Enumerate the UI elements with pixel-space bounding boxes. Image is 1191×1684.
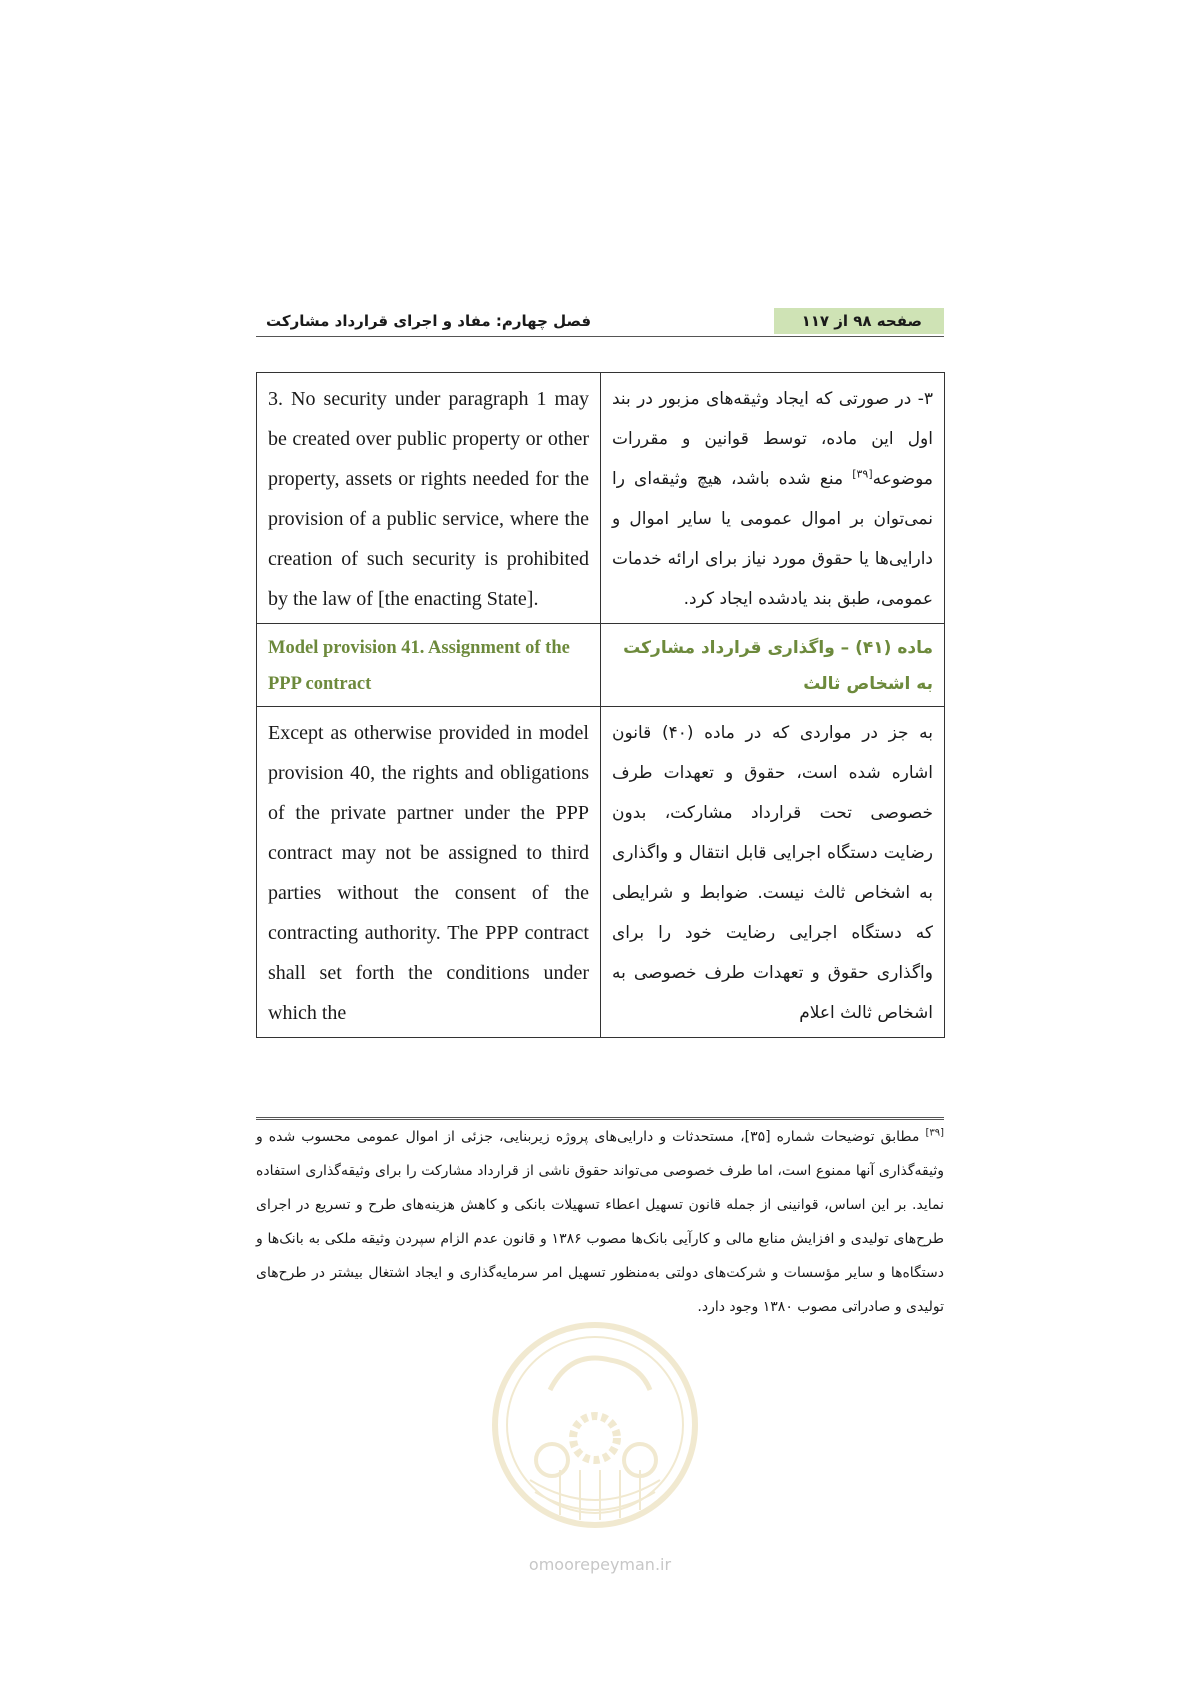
page-header: [256, 306, 944, 337]
english-cell: 3. No security under paragraph 1 may be created over public property or other property, assets or rights needed for the provision of a public service, where the creation of such security is prohibited by the law of [the enacting State].: [257, 373, 601, 624]
bilingual-table: [256, 372, 945, 1038]
footnote: [256, 1120, 944, 1324]
persian-text: منع شده باشد، هیچ وثیقه‌ای را نمی‌توان بر اموال عمومی یا سایر اموال و دارایی‌ها یا حقوق مورد نیاز برای ارائه خدمات عمومی، طبق بند یادشده ایجاد کرد.: [612, 469, 933, 609]
table-row: [257, 373, 945, 624]
table-row: [257, 707, 945, 1038]
english-cell: Except as otherwise provided in model provision 40, the rights and obligations of the private partner under the PPP contract may not be assigned to third parties without the consent of the contracting authority. The PPP contract shall set forth the conditions under which the: [257, 707, 601, 1038]
persian-cell: [601, 373, 945, 624]
chapter-title: فصل چهارم: مفاد و اجرای قرارداد مشارکت: [266, 312, 592, 330]
footnote-reference[interactable]: [۳۹]: [852, 467, 873, 481]
footnote-marker: [۳۹]: [925, 1127, 944, 1139]
persian-text: ۳- در صورتی که ایجاد وثیقه‌های مزبور در بند اول این ماده، توسط قوانین و مقررات موضوعه: [612, 389, 933, 489]
watermark-logo-icon: [490, 1320, 700, 1530]
english-heading: Model provision 41. Assignment of the PPP contract: [257, 624, 601, 707]
persian-heading: ماده (۴۱) – واگذاری قرارداد مشارکت به اشخاص ثالث: [601, 624, 945, 707]
page-number: صفحه ۹۸ از ۱۱۷: [774, 308, 944, 334]
persian-cell: به جز در مواردی که در ماده (۴۰) قانون اشاره شده است، حقوق و تعهدات طرف خصوصی تحت قرارداد مشارکت، بدون رضایت دستگاه اجرایی قابل انتقال و واگذاری به اشخاص ثالث نیست. ضوابط و شرایطی که دستگاه اجرایی رضایت خود را برای واگذاری حقوق و تعهدات طرف خصوصی به اشخاص ثالث اعلام: [601, 707, 945, 1038]
watermark-url: omoorepeyman.ir: [528, 1555, 672, 1574]
footnote-text: مطابق توضیحات شماره [۳۵]، مستحدثات و دارایی‌های پروژه زیربنایی، جزئی از اموال عمومی محسوب شده و وثیقه‌گذاری آنها ممنوع است، اما طرف خصوصی می‌تواند حقوق ناشی از قرارداد مشارکت را برای وثیقه‌گذاری استفاده نماید. بر این اساس، قوانینی از جمله قانون تسهیل اعطاء تسهیلات بانکی و کاهش هزینه‌های طرح و تسریع در اجرای طرح‌های تولیدی و افزایش منابع مالی و کارآیی بانک‌ها مصوب ۱۳۸۶ و قانون عدم الزام سپردن وثیقه ملکی به بانک‌ها و دستگاه‌ها و سایر مؤسسات و شرکت‌های دولتی به‌منظور تسهیل امر سرمایه‌گذاری و ایجاد اشتغال بیشتر در طرح‌های تولیدی و صادراتی مصوب ۱۳۸۰ وجود دارد.: [256, 1129, 944, 1315]
table-row-heading: [257, 624, 945, 707]
